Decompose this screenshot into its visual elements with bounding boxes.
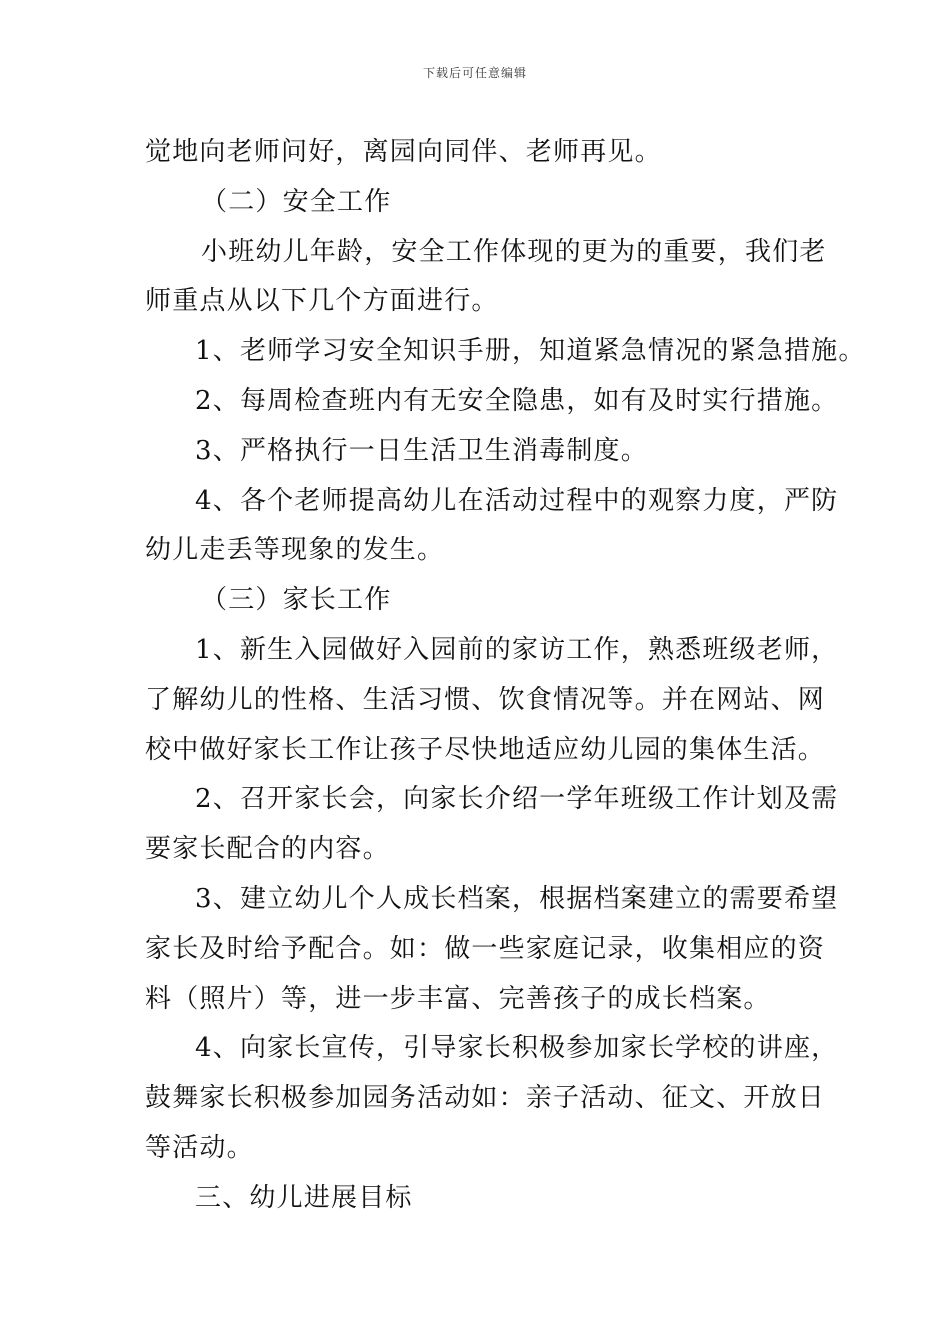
section-heading: （三）家长工作 [201, 585, 392, 616]
document-body [145, 128, 866, 1224]
list-item: 3、严格执行一日生活卫生消毒制度。 [195, 435, 648, 466]
text-line: 师重点从以下几个方面进行。 [145, 286, 499, 317]
section-heading: （二）安全工作 [201, 186, 392, 217]
text-line: 校中做好家长工作让孩子尽快地适应幼儿园的集体生活。 [145, 734, 826, 765]
list-item: 2、召开家长会，向家长介绍一学年班级工作计划及需 [195, 784, 839, 815]
page-header-note: 下载后可任意编辑 [422, 66, 527, 80]
text-line: 了解幼儿的性格、生活习惯、饮食情况等。并在网站、网 [145, 684, 826, 715]
section-heading: 三、幼儿进展目标 [195, 1182, 413, 1213]
text-line: 等活动。 [145, 1132, 254, 1163]
text-line: 幼儿走丢等现象的发生。 [145, 535, 445, 566]
list-item: 4、向家长宣传，引导家长积极参加家长学校的讲座， [195, 1033, 839, 1064]
list-item: 1、老师学习安全知识手册，知道紧急情况的紧急措施。 [195, 336, 866, 367]
list-item: 4、各个老师提高幼儿在活动过程中的观察力度，严防 [195, 485, 839, 516]
text-line: 小班幼儿年龄，安全工作体现的更为的重要，我们老 [201, 236, 827, 267]
text-line: 家长及时给予配合。如：做一些家庭记录，收集相应的资 [145, 933, 826, 964]
text-line: 鼓舞家长积极参加园务活动如：亲子活动、征文、开放日 [145, 1083, 826, 1114]
text-line: 要家长配合的内容。 [145, 834, 390, 865]
list-item: 2、每周检查班内有无安全隐患，如有及时实行措施。 [195, 385, 839, 416]
text-line: 料（照片）等，进一步丰富、完善孩子的成长档案。 [145, 983, 771, 1014]
list-item: 3、建立幼儿个人成长档案，根据档案建立的需要希望 [195, 883, 839, 914]
list-item: 1、新生入园做好入园前的家访工作，熟悉班级老师， [195, 634, 839, 665]
text-line: 觉地向老师问好，离园向同伴、老师再见。 [145, 137, 662, 167]
